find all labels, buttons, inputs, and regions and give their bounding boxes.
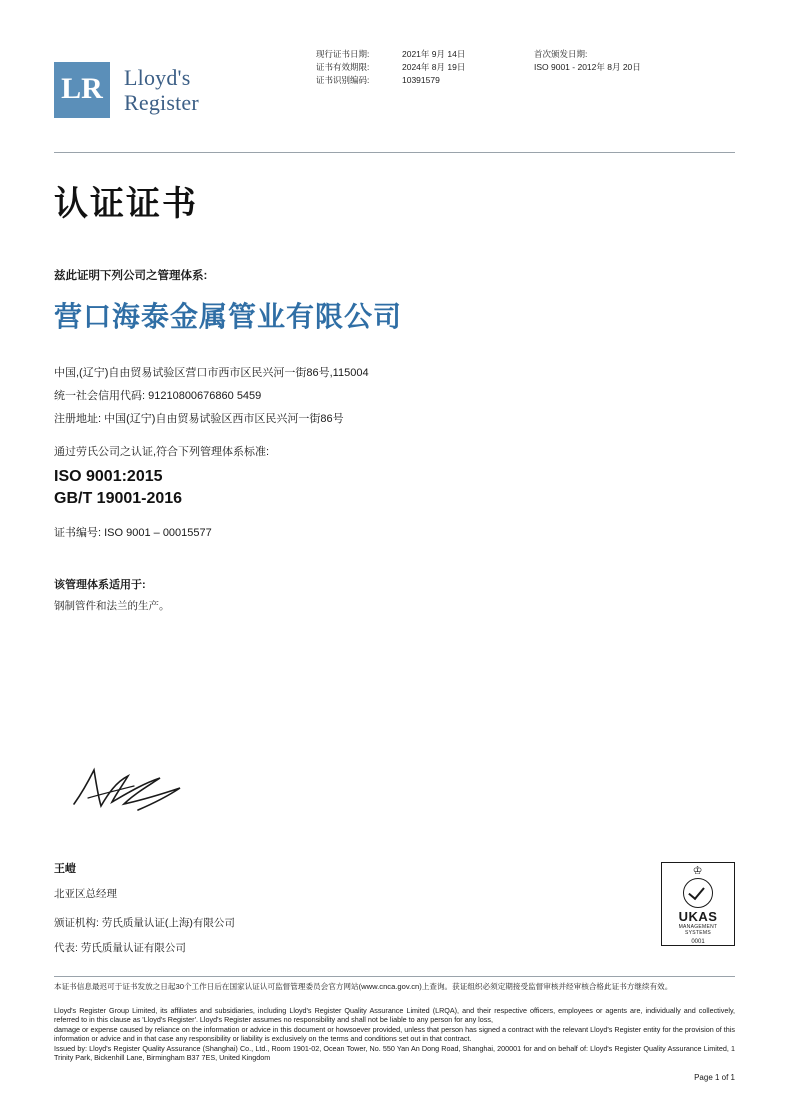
company-name: 营口海泰金属管业有限公司 xyxy=(54,301,403,332)
checkmark-icon xyxy=(683,878,713,908)
meta-label-current-date: 现行证书日期: xyxy=(316,49,370,59)
certificate-number: 证书编号: ISO 9001 – 00015577 xyxy=(54,527,212,539)
footer-divider xyxy=(54,976,735,977)
standard-gbt19001: GB/T 19001-2016 xyxy=(54,490,183,507)
registered-address-line: 注册地址: 中国(辽宁)自由贸易试验区西市区民兴河一街86号 xyxy=(54,413,344,425)
standards-lead-text: 通过劳氏公司之认证,符合下列管理体系标准: xyxy=(54,446,270,458)
meta-label-identity-code: 证书识别编码: xyxy=(316,75,370,85)
meta-values-column xyxy=(402,48,534,87)
brand-name xyxy=(124,65,199,115)
certificate-meta xyxy=(316,48,735,87)
lloyds-register-logo xyxy=(54,62,199,118)
header-divider xyxy=(54,152,735,153)
meta-value-current-date: 2021年 9月 14日 xyxy=(402,49,466,59)
lr-logo-letters: LR xyxy=(61,71,103,105)
ukas-sub-line1: MANAGEMENT xyxy=(678,924,718,930)
ukas-label: UKAS xyxy=(678,909,718,924)
meta-value-valid-until: 2024年 8月 19日 xyxy=(402,62,466,72)
disclaimer-paragraph-3: Issued by: Lloyd's Register Quality Assurance (Shanghai) Co., Ltd., Room 1901-02, Ocean Tower, No. 550 Yan An Dong Road, Shanghai, 200001 for and on behalf of: Lloyd's Register Quality Assurance Limited, 1 Trinity Park, Bickenhill Lane, Birmingham B37 7ES, United Kingdom xyxy=(54,1043,735,1063)
disclaimer-paragraph-2: damage or expense caused by reliance on the information or advice in this document or howsoever provided, unless that person has signed a contract with the relevant Lloyd's Register entity for the provision of this information or advice and in that case any responsibility or liability is exclusively on the terms and conditions set out in that contract. xyxy=(54,1024,735,1044)
disclaimer-paragraph-1: Lloyd's Register Group Limited, its affiliates and subsidiaries, including Lloyd's Register Quality Assurance Limited (LRQA), and their respective officers, employees or agents are, individually and collectively, referred to in this clause as 'Lloyd's Register'. Lloyd's Register assumes no responsibility and shall not be liable to any person for any loss, xyxy=(54,1006,735,1025)
page-title: 认证证书 xyxy=(54,185,198,223)
standards-list xyxy=(54,466,182,510)
intro-text: 兹此证明下列公司之管理体系: xyxy=(54,270,208,282)
footer-english-disclaimer xyxy=(54,1006,735,1062)
meta-first-issue-column xyxy=(534,48,654,87)
meta-label-valid-until: 证书有效期限: xyxy=(316,62,370,72)
scope-text: 钢制管件和法兰的生产。 xyxy=(54,600,170,612)
footer-chinese-note: 本证书信息最迟可于证书发放之日起30个工作日后在国家认证认可监督管理委员会官方网站(www.cnca.gov.cn)上查询。获证组织必须定期接受监督审核并经审核合格此证书方继续有效。 xyxy=(54,982,673,991)
crown-icon: ♔ xyxy=(692,865,704,877)
signatory-name: 王嵦 xyxy=(54,863,76,875)
lr-logo-icon xyxy=(54,62,110,118)
meta-value-identity-code: 10391579 xyxy=(402,75,440,85)
ukas-sub-line2: SYSTEMS xyxy=(685,930,711,936)
page-number: Page 1 of 1 xyxy=(694,1073,735,1082)
signatory-role: 北亚区总经理 xyxy=(54,888,117,900)
scope-heading: 该管理体系适用于: xyxy=(54,579,146,591)
standard-iso9001: ISO 9001:2015 xyxy=(54,468,163,485)
document-header xyxy=(54,48,735,134)
ukas-accreditation-mark xyxy=(661,862,735,946)
brand-name-line1: Lloyd's xyxy=(124,65,191,90)
brand-name-line2: Register xyxy=(124,90,199,115)
meta-labels-column xyxy=(316,48,402,87)
signature-image xyxy=(68,760,198,820)
address-line-1: 中国,(辽宁)自由贸易试验区营口市西市区民兴河一街86号,115004 xyxy=(54,367,369,379)
issuing-body: 颁证机构: 劳氏质量认证(上海)有限公司 xyxy=(54,917,235,929)
address-block xyxy=(54,362,369,431)
ukas-number: 0001 xyxy=(691,939,705,945)
handwritten-signature-icon xyxy=(68,760,198,820)
meta-label-first-issue: 首次颁发日期: xyxy=(534,49,588,59)
on-behalf-of: 代表: 劳氏质量认证有限公司 xyxy=(54,942,186,954)
meta-value-first-issue: ISO 9001 - 2012年 8月 20日 xyxy=(534,62,641,72)
credit-code-line: 统一社会信用代码: 91210800676860 5459 xyxy=(54,390,262,402)
